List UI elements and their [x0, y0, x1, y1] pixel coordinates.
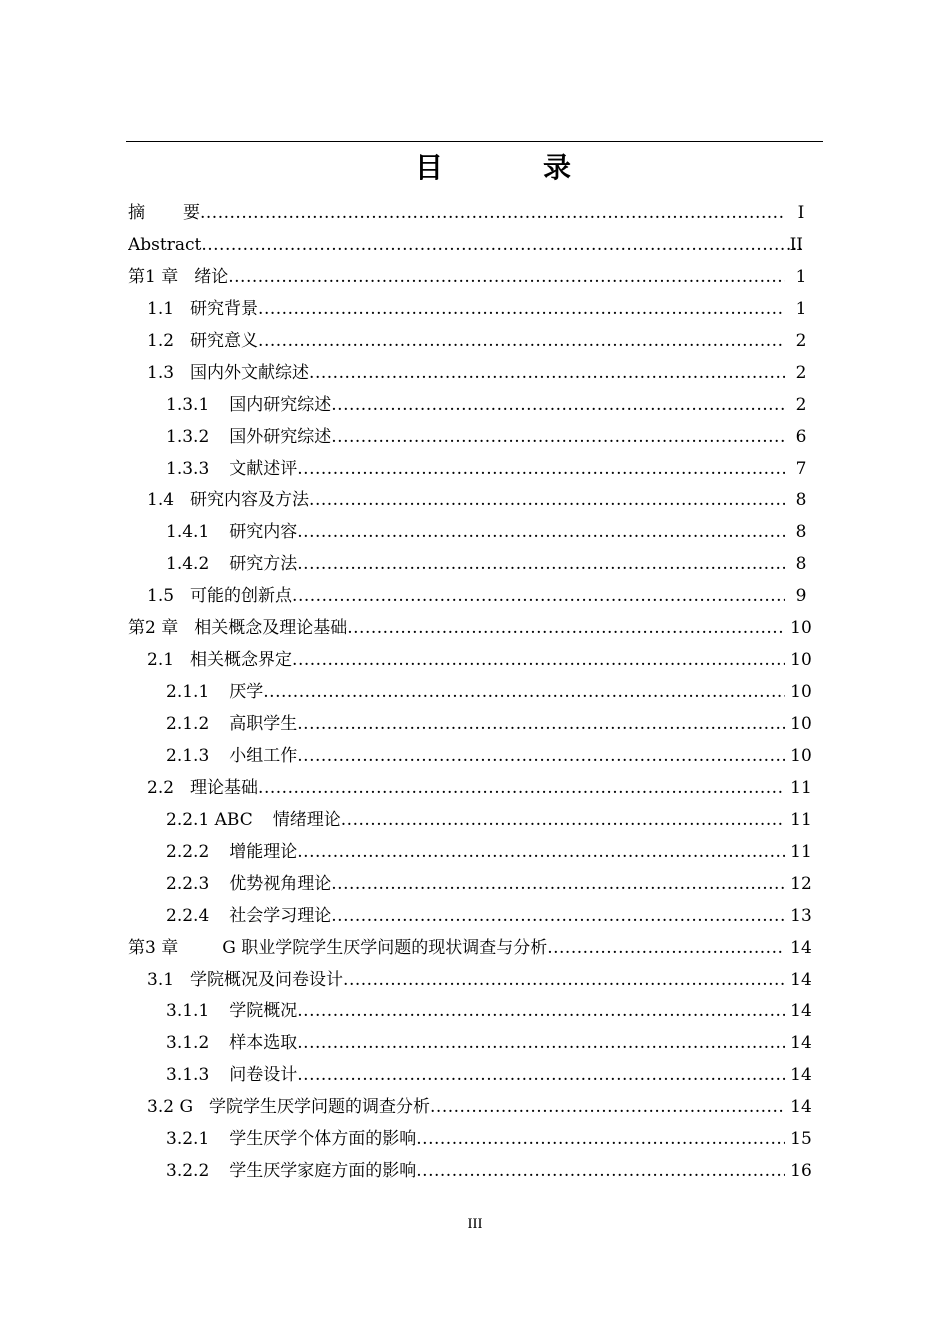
toc-entry-page: 11 — [790, 809, 812, 830]
toc-entry-page: 2 — [795, 330, 807, 351]
toc-entry[interactable] — [128, 805, 825, 837]
toc-entry-page: 14 — [790, 969, 812, 990]
toc-entry-number: 2.2.2 — [166, 841, 210, 862]
toc-entry-page: 14 — [790, 1001, 812, 1022]
toc-entry[interactable] — [128, 549, 825, 581]
toc-entry-number: 3.2.2 — [166, 1161, 210, 1182]
toc-entry-label: 样本选取 — [229, 1033, 298, 1054]
toc-entry-number: 摘 — [128, 203, 145, 223]
toc-entry[interactable] — [128, 1156, 825, 1188]
toc-entry-page: 14 — [790, 1097, 812, 1118]
toc-entry-label: 研究背景 — [190, 298, 259, 319]
toc-entry[interactable] — [128, 901, 825, 933]
toc-entry[interactable] — [128, 230, 825, 262]
toc-entry-label: 研究意义 — [190, 330, 259, 351]
toc-entry-page: 12 — [790, 873, 812, 894]
toc-entry-label: 优势视角理论 — [229, 873, 332, 894]
toc-entry-number: 第1 章 — [128, 266, 179, 287]
toc-entry-number: 3.1.1 — [166, 1001, 210, 1022]
toc-entry-page: 7 — [795, 458, 807, 479]
toc-entry[interactable] — [128, 645, 825, 677]
toc-entry-number: 2.1 — [147, 650, 175, 671]
toc-entry[interactable] — [128, 390, 825, 422]
toc-entry-page: 10 — [790, 682, 812, 703]
toc-entry-page: 8 — [795, 554, 807, 575]
toc-entry-number: 第2 章 — [128, 618, 179, 639]
toc-entry-number: 3.1.3 — [166, 1065, 210, 1086]
toc-entry-label: 情绪理论 — [272, 809, 341, 830]
toc-entry-label: G 职业学院学生厌学问题的现状调查与分析 — [222, 937, 548, 958]
toc-entry-label: 理论基础 — [190, 777, 259, 798]
toc-entry-label: 绪论 — [194, 266, 229, 287]
toc-entry-page: 6 — [795, 426, 807, 447]
table-of-contents — [128, 198, 825, 1188]
toc-entry-page: 8 — [795, 490, 807, 511]
toc-entry-number: 2.1.3 — [166, 745, 210, 766]
toc-entry-page: 10 — [790, 745, 812, 766]
toc-entry[interactable] — [128, 773, 825, 805]
toc-entry[interactable] — [128, 581, 825, 613]
toc-entry-page: 10 — [790, 714, 812, 734]
toc-entry-number: 1.4.2 — [166, 554, 210, 575]
toc-entry[interactable] — [128, 933, 825, 965]
toc-entry[interactable] — [128, 1092, 825, 1124]
toc-entry[interactable] — [128, 517, 825, 549]
toc-entry-label: 学院概况 — [229, 1001, 298, 1022]
toc-entry-number: 1.3.1 — [166, 394, 210, 415]
toc-entry-label: 问卷设计 — [229, 1065, 298, 1086]
toc-entry-label: 小组工作 — [229, 745, 298, 766]
toc-entry-page: 10 — [790, 650, 812, 671]
toc-entry-number: 1.2 — [147, 330, 175, 351]
toc-entry-label: 文献述评 — [229, 458, 298, 479]
toc-entry-page: 10 — [790, 618, 812, 639]
toc-entry-page: 9 — [795, 586, 807, 607]
toc-entry-label: 国外研究综述 — [229, 426, 332, 447]
toc-entry-label: 相关概念界定 — [190, 650, 293, 671]
toc-entry-label: 学生厌学个体方面的影响 — [229, 1129, 417, 1150]
toc-entry-label: 增能理论 — [229, 841, 298, 862]
toc-entry-label: 社会学习理论 — [229, 905, 332, 926]
toc-entry[interactable] — [128, 454, 825, 486]
toc-entry[interactable] — [128, 709, 825, 741]
toc-entry[interactable] — [128, 996, 825, 1028]
toc-entry-label: 要 — [183, 203, 200, 223]
toc-entry-page: 1 — [795, 298, 807, 319]
toc-entry[interactable] — [128, 358, 825, 390]
toc-entry-page: 14 — [790, 1065, 812, 1086]
toc-entry-number: 2.1.1 — [166, 682, 210, 703]
toc-entry[interactable] — [128, 837, 825, 869]
toc-entry-page: 11 — [790, 841, 812, 862]
toc-entry[interactable] — [128, 262, 825, 294]
toc-entry[interactable] — [128, 1060, 825, 1092]
toc-entry-label: 研究方法 — [229, 554, 298, 575]
toc-entry-label: 国内外文献综述 — [190, 362, 310, 383]
toc-entry-page: 14 — [790, 1033, 812, 1054]
toc-entry[interactable] — [128, 485, 825, 517]
toc-entry-label: 研究内容及方法 — [190, 490, 310, 511]
toc-entry-page: 13 — [790, 905, 812, 926]
toc-entry[interactable] — [128, 741, 825, 773]
toc-entry-number: 1.4 — [147, 490, 175, 511]
toc-entry-label: 学生厌学家庭方面的影响 — [229, 1161, 417, 1182]
toc-entry[interactable] — [128, 422, 825, 454]
toc-entry-number: 2.2.3 — [166, 873, 210, 894]
toc-entry[interactable] — [128, 1028, 825, 1060]
toc-entry[interactable] — [128, 198, 825, 230]
toc-entry-page: I — [797, 203, 805, 223]
toc-entry[interactable] — [128, 613, 825, 645]
toc-entry-number: 3.1 — [147, 969, 175, 990]
header-rule — [126, 141, 823, 142]
toc-entry[interactable] — [128, 294, 825, 326]
toc-entry-label: 学院学生厌学问题的调查分析 — [209, 1097, 431, 1118]
toc-entry-page: 16 — [790, 1161, 812, 1182]
toc-entry-label: 可能的创新点 — [190, 586, 293, 607]
toc-entry-number: 3.2 G — [147, 1097, 194, 1118]
toc-entry-number: 1.4.1 — [166, 522, 210, 543]
toc-entry[interactable] — [128, 965, 825, 997]
toc-entry[interactable] — [128, 326, 825, 358]
toc-entry-label: 厌学 — [229, 682, 264, 703]
toc-entry-number: 2.2 — [147, 777, 175, 798]
toc-entry-page: 15 — [790, 1129, 812, 1150]
toc-entry-page: 11 — [790, 777, 812, 798]
toc-entry-page: 2 — [795, 394, 807, 415]
page-number-footer: III — [467, 1216, 483, 1232]
toc-entry-label: 相关概念及理论基础 — [194, 618, 348, 639]
toc-entry-number: 1.3.2 — [166, 426, 210, 447]
toc-entry-number: 1.3.3 — [166, 458, 210, 479]
toc-entry-label: Abstract — [128, 234, 202, 255]
toc-entry-page: 2 — [795, 362, 807, 383]
toc-entry-number: 2.2.1 ABC — [166, 809, 253, 830]
toc-entry-number: 2.2.4 — [166, 905, 210, 926]
toc-entry-number: 第3 章 — [128, 937, 179, 958]
toc-entry-number: 1.5 — [147, 586, 175, 607]
toc-entry-label: 学院概况及问卷设计 — [190, 969, 344, 990]
toc-entry-page: 8 — [795, 522, 807, 543]
toc-entry-number: 3.1.2 — [166, 1033, 210, 1054]
toc-entry-label: 研究内容 — [229, 522, 298, 543]
toc-entry-label: 国内研究综述 — [229, 394, 332, 415]
toc-entry-number: 1.3 — [147, 362, 175, 383]
toc-entry-page: II — [789, 234, 803, 255]
toc-entry-number: 2.1.2 — [166, 714, 210, 734]
toc-entry-page: 14 — [790, 937, 812, 958]
toc-entry-label: 高职学生 — [229, 714, 298, 734]
toc-entry-number: 3.2.1 — [166, 1129, 210, 1150]
toc-entry[interactable] — [128, 1124, 825, 1156]
page-title: 目 录 — [414, 151, 607, 184]
toc-entry-number: 1.1 — [147, 298, 175, 319]
toc-entry[interactable] — [128, 869, 825, 901]
toc-entry[interactable] — [128, 677, 825, 709]
toc-entry-page: 1 — [795, 266, 807, 287]
